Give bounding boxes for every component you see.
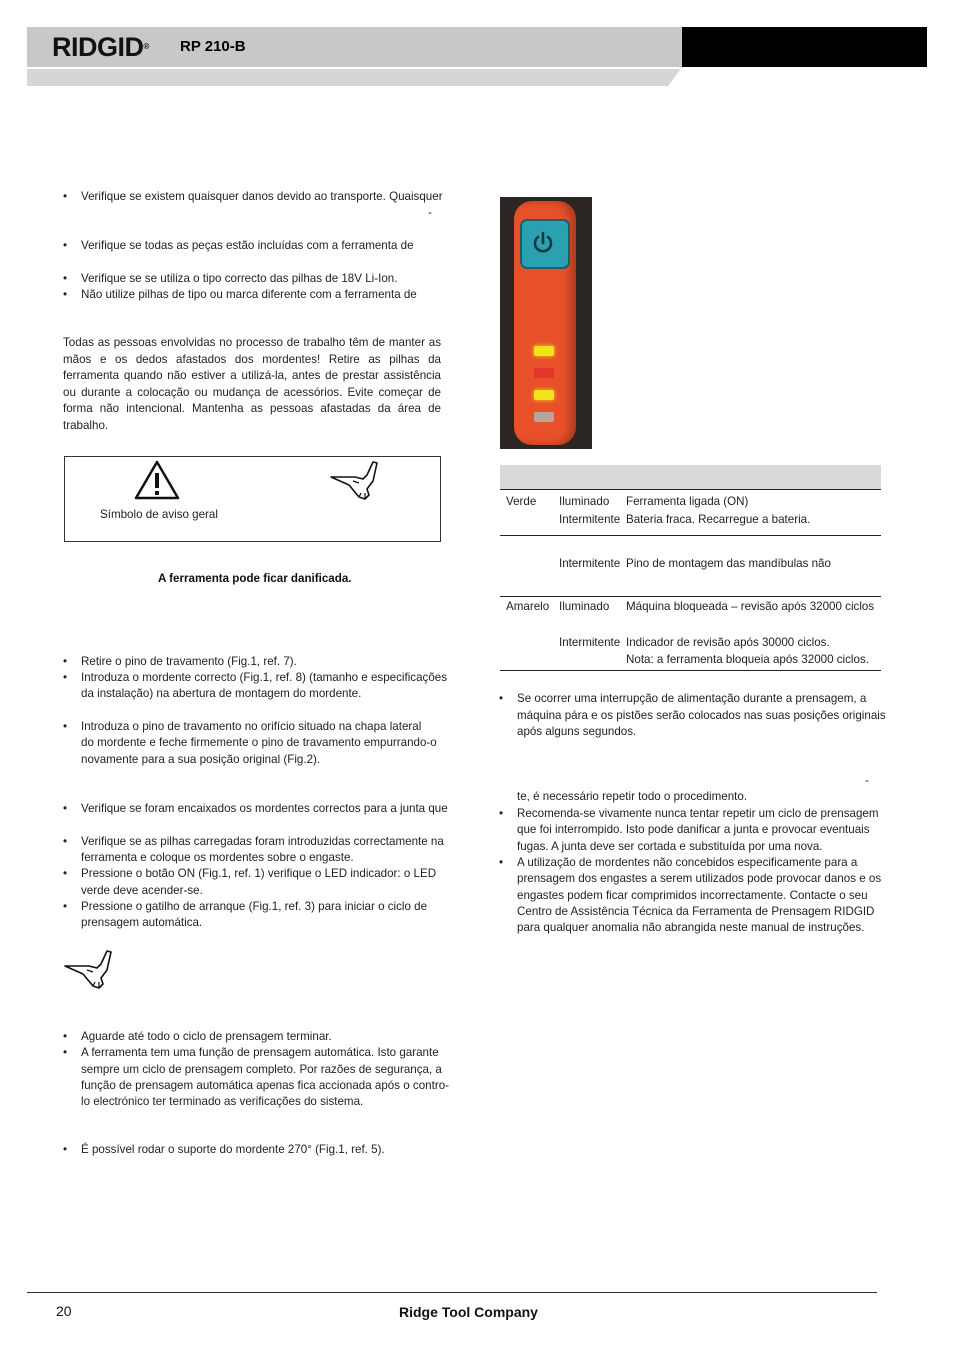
table-header <box>500 465 881 489</box>
warning-label: Símbolo de aviso geral <box>100 508 218 521</box>
led-yellow-top <box>534 346 554 356</box>
table-rule <box>500 596 881 597</box>
table-cell-color: Verde <box>506 495 537 508</box>
table-cell-state: Iluminado <box>559 600 610 613</box>
header-black-block <box>682 27 927 67</box>
power-icon <box>530 230 556 256</box>
page-number: 20 <box>56 1303 72 1319</box>
table-cell-meaning: Ferramenta ligada (ON) <box>626 495 749 508</box>
table-cell-state: Iluminado <box>559 495 610 508</box>
table-rule <box>500 535 881 536</box>
led-red <box>534 368 554 378</box>
table-cell-meaning: Bateria fraca. Recarregue a bateria. <box>626 513 811 526</box>
safety-paragraph: Todas as pessoas envolvidas no processo de trabalho têm de manter as mãos e os dedos afastados dos mordentes! Retire as pilhas da ferramenta quando não estiver a utilizá-la, antes de prestar assistência ou durante a colocação ou mudança de acessórios. Evite começar de forma não intencional. Mantenha as pessoas afastadas da área de trabalho. <box>63 336 441 432</box>
led-grey <box>534 412 554 422</box>
header-band <box>27 67 682 86</box>
table-cell-state: Intermitente <box>559 513 621 526</box>
hand-icon <box>329 459 379 501</box>
table-rule <box>500 489 881 490</box>
footer-rule <box>27 1292 877 1293</box>
warning-symbols-box <box>64 456 441 542</box>
table-cell-meaning: Indicador de revisão após 30000 ciclos. <box>626 636 830 649</box>
led-yellow-bottom <box>534 390 554 400</box>
led-panel-photo <box>500 197 592 449</box>
logo-registered: ® <box>143 42 149 51</box>
hand-icon <box>63 948 113 990</box>
ridgid-logo <box>52 33 149 61</box>
table-cell-state: Intermitente <box>559 557 621 570</box>
header-divider <box>27 67 682 69</box>
stray-dash: - <box>865 774 869 787</box>
table-cell-color: Amarelo <box>506 600 550 613</box>
table-cell-state: Intermitente <box>559 636 621 649</box>
damage-note: A ferramenta pode ficar danificada. <box>158 572 352 585</box>
footer-company: Ridge Tool Company <box>399 1304 538 1320</box>
logo-text: RIDGID <box>52 32 144 62</box>
table-cell-meaning: Máquina bloqueada – revisão após 32000 ciclos <box>626 600 875 613</box>
warning-triangle-icon <box>134 460 180 500</box>
table-cell-meaning: Nota: a ferramenta bloqueia após 32000 ciclos. <box>626 653 869 666</box>
table-cell-meaning: Pino de montagem das mandíbulas não <box>626 557 831 570</box>
model-title: RP 210-B <box>180 38 246 55</box>
stray-dash: - <box>428 206 432 219</box>
table-rule <box>500 670 881 671</box>
